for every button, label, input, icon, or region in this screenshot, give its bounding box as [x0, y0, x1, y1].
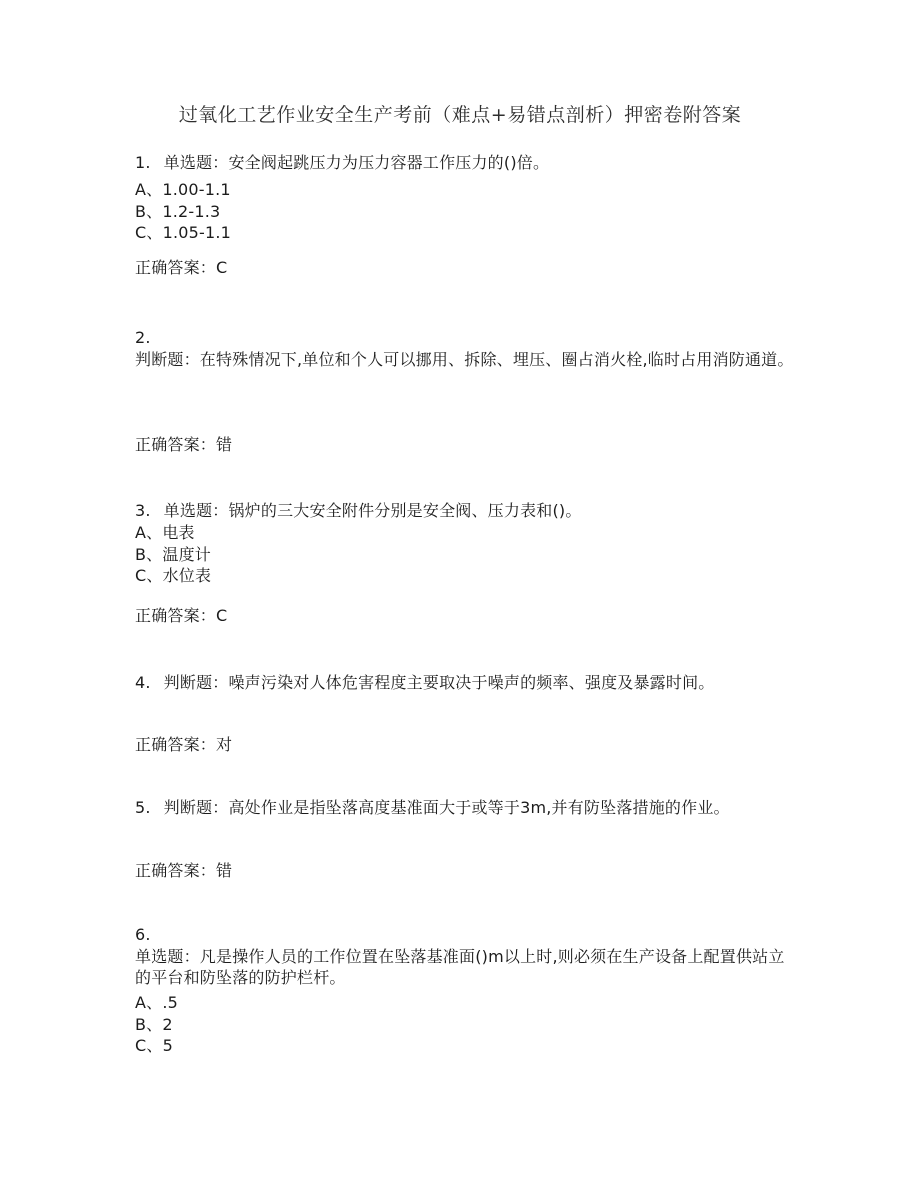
question-3-stem-line [135, 500, 797, 522]
question-3-answer [135, 605, 797, 627]
question-stem: 判断题：噪声污染对人体危害程度主要取决于噪声的频率、强度及暴露时间。 [163, 673, 715, 692]
question-4-stem-line [135, 672, 797, 694]
answer-label: 正确答案： [135, 861, 217, 880]
question-number: 4. [135, 673, 151, 692]
question-2-answer [135, 434, 797, 456]
option: C、5 [135, 1036, 173, 1056]
option: C、水位表 [135, 566, 212, 586]
question-5-answer [135, 860, 797, 882]
question-stem: 判断题：高处作业是指坠落高度基准面大于或等于3m,并有防坠落措施的作业。 [163, 798, 730, 817]
page-title: 过氧化工艺作业安全生产考前（难点+易错点剖析）押密卷附答案 [178, 104, 742, 126]
option: B、1.2-1.3 [135, 201, 221, 221]
answer-value: C [216, 258, 228, 277]
option: A、.5 [135, 993, 179, 1012]
question-4-answer [135, 734, 797, 756]
question-number: 5. [135, 798, 151, 817]
answer-label: 正确答案： [135, 606, 217, 625]
question-1-stem-line [135, 152, 797, 174]
question-6-stem-block [135, 924, 797, 989]
question-number: 6. [135, 925, 151, 944]
answer-label: 正确答案： [135, 735, 217, 754]
answer-label: 正确答案： [135, 258, 217, 277]
question-5-stem-line [135, 797, 797, 819]
question-number: 2. [135, 328, 151, 347]
answer-value: 错 [216, 861, 233, 880]
question-2-stem-block [135, 327, 797, 370]
answer-value: 错 [216, 435, 233, 454]
question-6-options [135, 992, 797, 1057]
option: C、1.05-1.1 [135, 223, 232, 243]
question-1-options [135, 179, 797, 244]
option: A、电表 [135, 523, 195, 542]
answer-label: 正确答案： [135, 435, 217, 454]
question-1-answer [135, 257, 797, 279]
option: B、2 [135, 1014, 173, 1034]
question-stem: 单选题：凡是操作人员的工作位置在坠落基准面()m以上时,则必须在生产设备上配置供站立的平台和防坠落的防护栏杆。 [135, 946, 785, 988]
question-number: 3. [135, 501, 151, 520]
question-stem: 判断题：在特殊情况下,单位和个人可以挪用、拆除、埋压、圈占消火栓,临时占用消防通道。 [135, 349, 794, 369]
answer-value: 对 [216, 735, 233, 754]
option: A、1.00-1.1 [135, 180, 231, 199]
question-stem: 单选题：安全阀起跳压力为压力容器工作压力的()倍。 [163, 153, 550, 172]
answer-value: C [216, 606, 228, 625]
question-3-options [135, 522, 797, 587]
question-stem: 单选题：锅炉的三大安全附件分别是安全阀、压力表和()。 [163, 501, 582, 520]
option: B、温度计 [135, 544, 211, 564]
question-number: 1. [135, 153, 151, 172]
